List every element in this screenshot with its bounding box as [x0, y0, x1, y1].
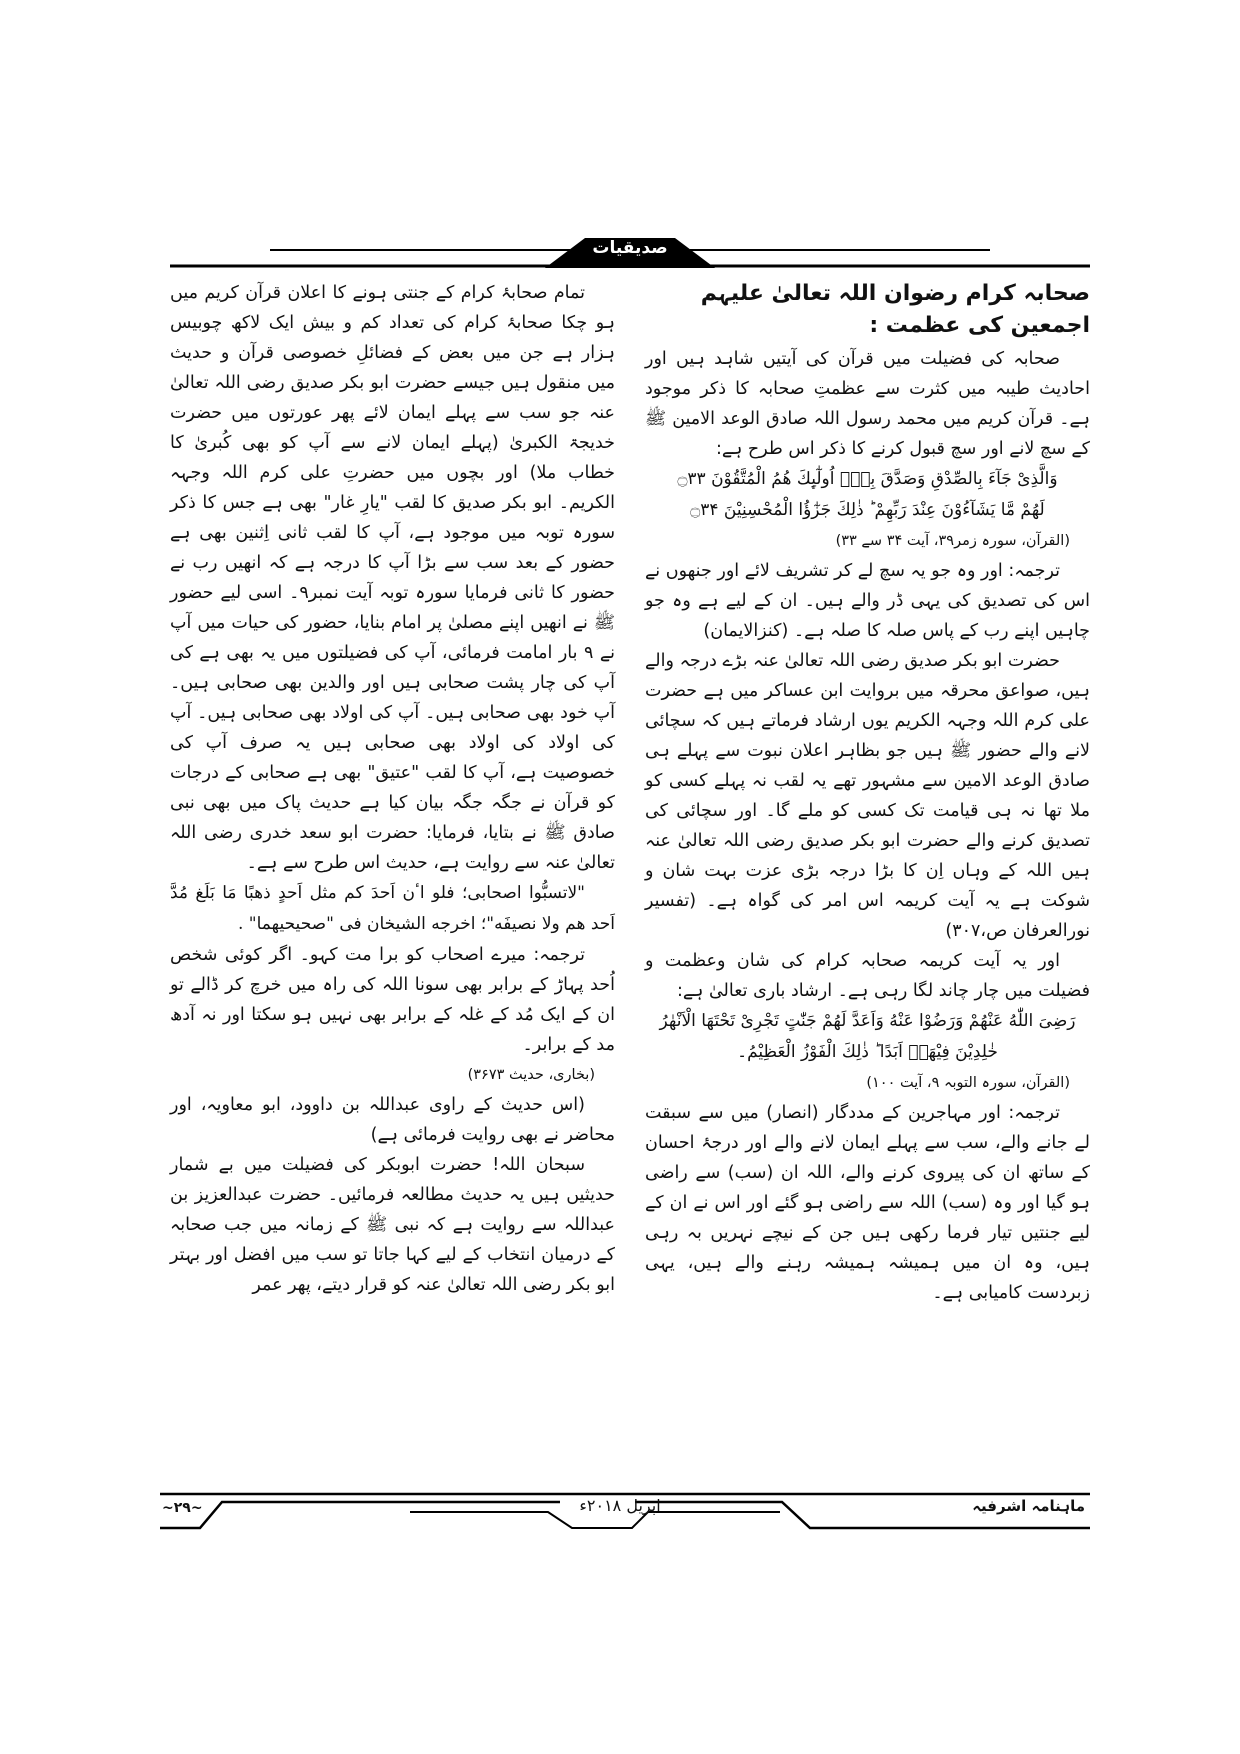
translation: ترجمہ: میرے اصحاب کو برا مت کہو۔ اگر کوئی شخص اُحد پہاڑ کے برابر بھی سونا اللہ کی راہ میں خرچ کر ڈالے تو ان کے ایک مُد کے غلہ کے برابر بھی نہیں ہو سکتا اور نہ آدھ مد کے برابر۔ — [170, 945, 615, 1055]
article-heading: صحابہ کرام رضوان اللہ تعالیٰ علیہم اجمعین کی عظمت : — [700, 281, 1090, 338]
paragraph: صحابہ کی فضیلت میں قرآن کی آیتیں شاہد ہیں اور احادیث طیبہ میں کثرت سے عظمتِ صحابہ کا ذکر موجود ہے۔ قرآن کریم میں محمد رسول اللہ صادق الوعد الامین ﷺ کے سچ لانے اور سچ قبول کرنے کا ذکر اس طرح ہے: — [645, 349, 1090, 459]
quran-verse: رَضِیَ اللّٰهُ عَنْهُمْ وَرَضُوْا عَنْهُ وَاَعَدَّ لَهُمْ جَنّٰتٍ تَجْرِیْ تَحْتَهَا الْاَنْهٰرُ خٰلِدِیْنَ فِیْهَاۤ اَبَدًا ؕ ذٰلِكَ الْفَوْزُ الْعَظِیْمُ۔ — [659, 1011, 1076, 1062]
citation: (بخاری، حدیث ۳۶۷۳) — [467, 1067, 595, 1083]
paragraph: (اس حدیث کے راوی عبداللہ بن داوود، ابو معاویہ، اور محاضر نے بھی روایت فرمائی ہے) — [170, 1095, 615, 1145]
citation: (القرآن، سورہ التوبہ ۹، آیت ۱۰۰) — [866, 1075, 1070, 1091]
paragraph: حضرت ابو بکر صدیق رضی اللہ تعالیٰ عنہ بڑے درجہ والے ہیں، صواعق محرقہ میں بروایت ابن عساکر میں ہے حضرت علی کرم اللہ وجہہ الکریم یوں ارشاد فرماتے ہیں کہ سچائی لانے والے حضور ﷺ ہیں جو بظاہر اعلان نبوت سے پہلے ہی صادق الوعد الامین سے مشہور تھے یہ لقب نہ پہلے کسی کو ملا تھا نہ ہی قیامت تک کسی کو ملے گا۔ اور سچائی کی تصدیق کرنے والے حضرت ابو بکر صدیق رضی اللہ تعالیٰ عنہ ہیں اللہ کے وہاں اِن کا بڑا درجہ بڑی عزت بہت شان و شوکت ہے یہ آیت کریمہ اس امر کی گواہ ہے۔ (تفسیر نورالعرفان ص،۳۰۷) — [645, 651, 1090, 941]
left-column — [170, 278, 615, 1300]
magazine-name: ماہنامہ اشرفیہ — [972, 1497, 1085, 1515]
hadith-arabic: "لاتسبُّوا اصحابی؛ فلو اٴن اَحدَ کم مثل اَحدٍ ذهبًا مَا بَلَغ مُدَّ اَحد هم ولا نصیفَه"؛ اخرجه الشیخان فی "صحیحیهما" . — [170, 883, 615, 934]
citation: (القرآن، سورہ زمر۳۹، آیت ۳۴ سے ۳۳) — [835, 533, 1070, 549]
quran-verse: لَهُمْ مَّا یَشَآءُوْنَ عِنْدَ رَبِّهِمْ ؕ ذٰلِكَ جَزٰٓؤُا الْمُحْسِنِیْنَ ۝۳۴ — [690, 500, 1045, 520]
issue-date: اپریل ۲۰۱۸ء — [579, 1496, 661, 1515]
quran-verse: وَالَّذِیْ جَآءَ بِالصِّدْقِ وَصَدَّقَ بِهٖۤ اُولٰٓىِٕكَ هُمُ الْمُتَّقُوْنَ ۝۳۳ — [677, 469, 1058, 489]
translation: ترجمہ: اور مہاجرین کے مددگار (انصار) میں سے سبقت لے جانے والے، سب سے پہلے ایمان لانے والے اور درجۂ احسان کے ساتھ ان کی پیروی کرنے والے، اللہ ان (سب) سے راضی ہو گیا اور وہ (سب) اللہ سے راضی ہو گئے اور اس نے ان کے لیے جنتیں تیار فرما رکھی ہیں جن کے نیچے نہریں بہ رہی ہیں، وہ ان میں ہمیشہ ہمیشہ رہنے والے ہیں، یہی زبردست کامیابی ہے۔ — [645, 1103, 1090, 1303]
translation: ترجمہ: اور وہ جو یہ سچ لے کر تشریف لائے اور جنھوں نے اس کی تصدیق کی یہی ڈر والے ہیں۔ ان کے لیے ہے وہ جو چاہیں اپنے رب کے پاس صلہ کا صلہ ہے۔ (کنزالایمان) — [645, 561, 1090, 641]
right-column — [645, 278, 1090, 1308]
paragraph: سبحان اللہ! حضرت ابوبکر کی فضیلت میں بے شمار حدیثیں ہیں یہ حدیث مطالعہ فرمائیں۔ حضرت عبدالعزیز بن عبداللہ سے روایت ہے کہ نبی ﷺ کے زمانہ میں جب صحابہ کے درمیان انتخاب کے لیے کہا جاتا تو سب میں افضل اور بہتر ابو بکر رضی اللہ تعالیٰ عنہ کو قرار دیتے، پھر عمر — [170, 1155, 615, 1295]
paragraph: تمام صحابۂ کرام کے جنتی ہونے کا اعلان قرآن کریم میں ہو چکا صحابۂ کرام کی تعداد کم و بیش ایک لاکھ چوبیس ہزار ہے جن میں بعض کے فضائلِ خصوصی قرآن و حدیث میں منقول ہیں جیسے حضرت ابو بکر صدیق رضی اللہ تعالیٰ عنہ جو سب سے پہلے ایمان لائے پھر عورتوں میں حضرت خدیجۃ الکبریٰ (پہلے ایمان لانے سے آپ کو بھی کُبریٰ کا خطاب ملا) اور بچوں میں حضرتِ علی کرم اللہ وجہہ الکریم۔ ابو بکر صدیق کا لقب "یارِ غار" بھی ہے جس کا ذکر سورہ توبہ میں موجود ہے، آپ کا لقب ثانی اِثنین بھی ہے حضور کے بعد سب سے بڑا آپ کا درجہ ہے کہ انھیں رب نے حضور کا ثانی فرمایا سورہ توبہ آیت نمبر۹۔ اسی لیے حضور ﷺ نے انھیں اپنے مصلیٰ پر امام بنایا، حضور کی حیات میں آپ نے ۹ بار امامت فرمائی، آپ کی فضیلتوں میں یہ بھی ہے کی آپ کی چار پشت صحابی ہیں اور والدین بھی صحابی ہیں۔ آپ خود بھی صحابی ہیں۔ آپ کی اولاد بھی صحابی ہیں۔ آپ کی اولاد کی اولاد بھی صحابی ہیں یہ صرف آپ کی خصوصیت ہے، آپ کا لقب "عتیق" بھی ہے صحابی کے درجات کو قرآن نے جگہ جگہ بیان کیا ہے حدیث پاک میں بھی نبی صادق ﷺ نے بتایا، فرمایا: حضرت ابو سعد خدری رضی اللہ تعالیٰ عنہ سے روایت ہے، حدیث اس طرح سے ہے۔ — [170, 283, 615, 873]
section-title: صدیقیات — [592, 238, 668, 258]
paragraph: اور یہ آیت کریمہ صحابہ کرام کی شان وعظمت و فضیلت میں چار چاند لگا رہی ہے۔ ارشاد باری تعالیٰ ہے: — [645, 951, 1090, 1001]
page-number: ~۲۹~ — [162, 1500, 203, 1516]
